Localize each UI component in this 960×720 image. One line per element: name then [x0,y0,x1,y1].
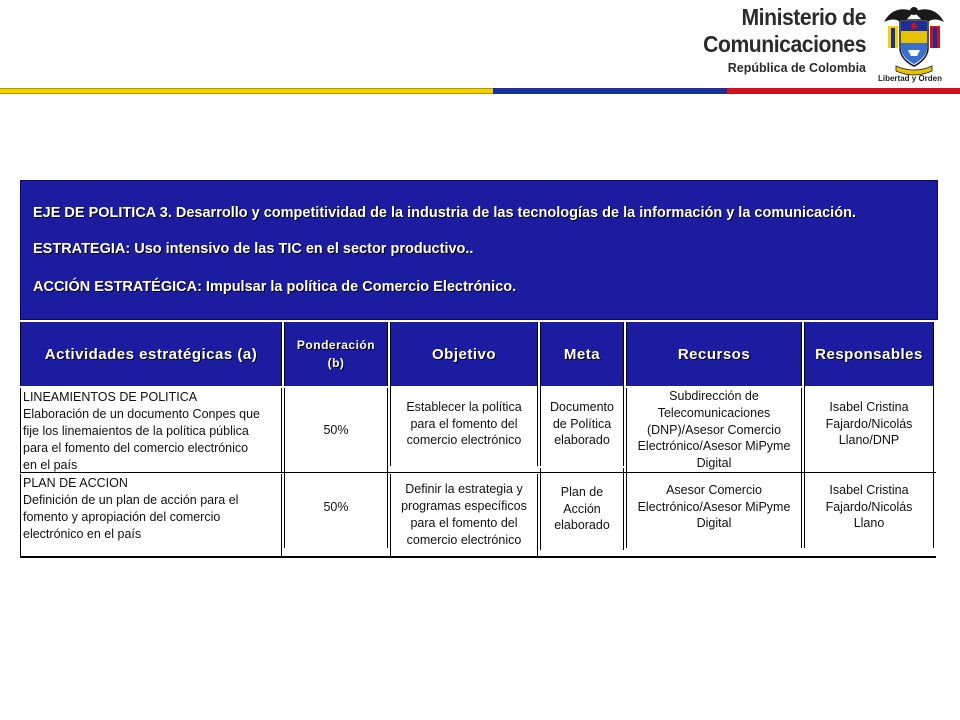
table-row-1-activity [20,388,282,472]
row-2-goal: Plan de Acción elaborado [540,468,624,550]
header-weighting-line2: (b) [327,356,345,370]
row-1-resources: Subdirección de Telecomunicaciones (DNP)/Asesor Comercio Electrónico/Asesor MiPyme Digital [626,388,802,472]
flag-stripe [0,88,960,94]
header-objective: Objetivo [390,322,538,386]
country-name: República de Colombia [727,61,866,75]
flag-yellow [0,88,493,94]
row-1-goal: Documento de Política elaborado [540,382,624,466]
strategy-line: ESTRATEGIA: Uso intensivo de las TIC en el sector productivo.. [33,241,474,257]
row-1-activity-desc: Elaboración de un documento Conpes que fije los linemaientos de la política pública para el fomento del comercio electrónico en el país [23,406,260,472]
coat-of-arms-icon [882,2,946,82]
row-1-responsible: Isabel Cristina Fajardo/Nicolás Llano/DNP [804,382,934,466]
row-2-responsible: Isabel Cristina Fajardo/Nicolás Llano [804,466,934,548]
header-resources: Recursos [626,322,802,386]
header-goal: Meta [540,322,624,386]
row-2-weighting: 50% [284,466,388,548]
header-responsible: Responsables [804,322,934,386]
policy-axis: EJE DE POLITICA 3. Desarrollo y competitividad de la industria de las tecnologías de la información y la comunicación. [33,205,856,221]
header-weighting-line1: Ponderación [296,338,376,352]
strategic-action-line: ACCIÓN ESTRATÉGICA: Impulsar la política de Comercio Electrónico. [33,279,517,295]
row-2-activity-title: PLAN DE ACCION [23,476,128,490]
activities-table [20,322,938,558]
row-1-activity-title: LINEAMIENTOS DE POLITICA [23,390,198,404]
row-1-weighting: 50% [284,388,388,472]
table-bottom-border [20,556,936,558]
ministry-line2: Comunicaciones [703,31,866,57]
row-1-objective: Establecer la política para el fomento del comercio electrónico [390,382,538,466]
row-2-resources: Asesor Comercio Electrónico/Asesor MiPyme Digital [626,466,802,548]
table-row-2-activity [20,474,282,556]
flag-red [727,88,960,94]
header-activities: Actividades estratégicas (a) [20,322,282,386]
ministry-title [689,6,866,75]
policy-banner [20,180,938,320]
row-2-activity-desc: Definición de un plan de acción para el fomento y apropiación del comercio electrónico en el país [23,492,239,541]
ministry-line1: Ministerio de [741,4,866,30]
row-2-objective: Definir la estrategia y programas específicos para el fomento del comercio electrónico [390,474,538,556]
header-weighting [284,322,388,386]
flag-blue [493,88,727,94]
crest-motto: Libertad y Orden [877,74,942,83]
